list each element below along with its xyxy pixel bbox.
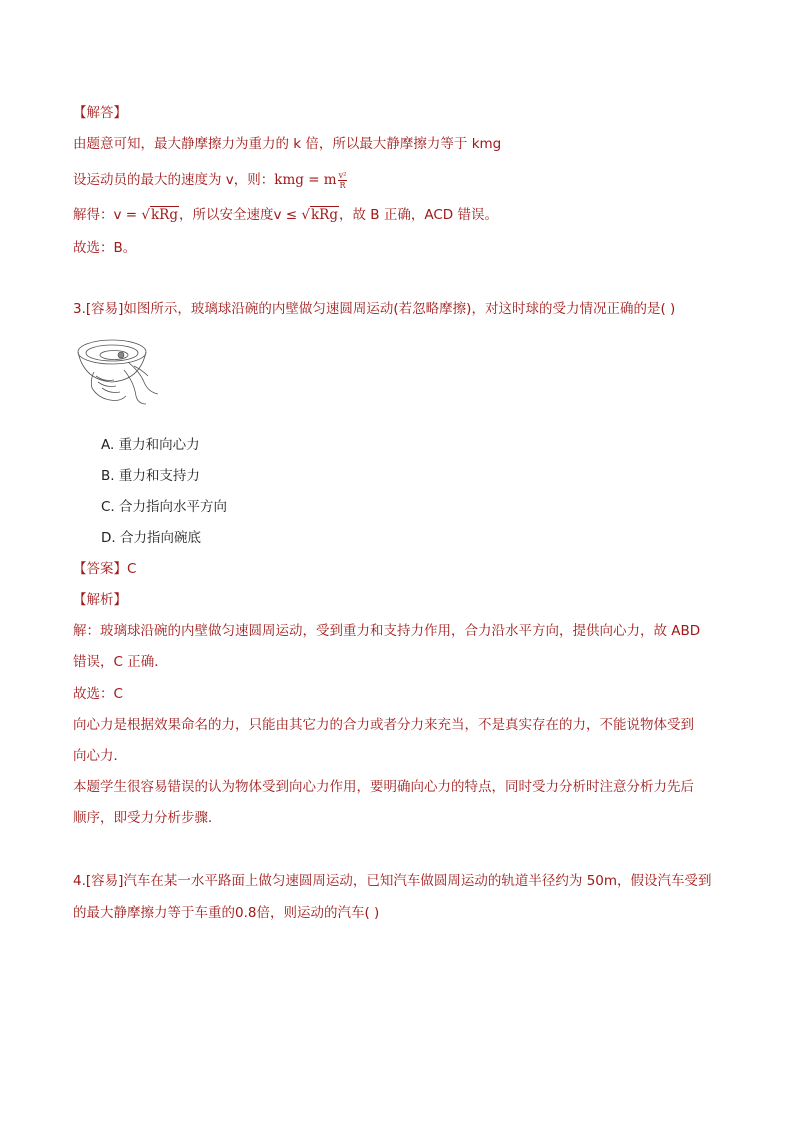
formula-lhs: kmg = m (274, 172, 337, 188)
q3-option-c: C. 合力指向水平方向 (101, 499, 228, 515)
q3-analysis-line-2: 错误，C 正确． (73, 654, 168, 670)
fraction (338, 171, 348, 190)
q3-note-line-3: 本题学生很容易错误的认为物体受到向心力作用，要明确向心力的特点，同时受力分析时注意分析力先后 (73, 779, 694, 795)
q3-option-d: D. 合力指向碗底 (101, 530, 201, 546)
q4-stem-line-2: 的最大静摩擦力等于车重的0.8倍，则运动的汽车( ) (73, 905, 380, 921)
fraction-denominator: R (339, 180, 346, 190)
q3-option-b: B. 重力和支持力 (101, 468, 200, 484)
q3-analysis-line-3: 故选：C (73, 686, 123, 702)
solution-line-3-part-b: ，所以安全速度v ≤ √ (179, 207, 310, 223)
q4-stem-line-1: 4.[容易]汽车在某一水平路面上做匀速圆周运动，已知汽车做圆周运动的轨道半径约为 50m，假设汽车受到 (73, 873, 712, 889)
solution-line-2 (73, 170, 347, 190)
radical-1 (150, 205, 179, 225)
bowl-with-hands-illustration (74, 336, 166, 406)
radicand-1: kRg (151, 207, 178, 223)
radical-2 (310, 205, 339, 225)
q3-analysis-heading: 【解析】 (73, 592, 127, 608)
solution-heading: 【解答】 (73, 105, 127, 121)
q3-option-a: A. 重力和向心力 (101, 437, 200, 453)
q3-note-line-4: 顺序，即受力分析步骤． (73, 810, 222, 826)
fraction-numerator: v² (338, 170, 347, 180)
q3-stem: 3.[容易]如图所示，玻璃球沿碗的内壁做匀速圆周运动(若忽略摩擦)，对这时球的受力情况正确的是( ) (73, 301, 676, 317)
solution-line-4: 故选：B。 (73, 240, 137, 256)
q3-note-line-1: 向心力是根据效果命名的力，只能由其它力的合力或者分力来充当，不是真实存在的力，不能说物体受到 (73, 717, 694, 733)
q3-answer: 【答案】C (73, 561, 137, 577)
solution-line-3 (73, 205, 498, 225)
solution-line-2-text: 设运动员的最大的速度为 v，则： (73, 172, 275, 188)
solution-line-3-part-a: 解得：v = √ (73, 207, 150, 223)
solution-line-3-part-c: ，故 B 正确，ACD 错误。 (339, 207, 498, 223)
radicand-2: kRg (311, 207, 338, 223)
q3-analysis-line-1: 解：玻璃球沿碗的内壁做匀速圆周运动，受到重力和支持力作用，合力沿水平方向，提供向心力，故 ABD (73, 623, 701, 639)
solution-line-1: 由题意可知，最大静摩擦力为重力的 k 倍，所以最大静摩擦力等于 kmg (73, 136, 502, 152)
q3-note-line-2: 向心力． (73, 748, 127, 764)
